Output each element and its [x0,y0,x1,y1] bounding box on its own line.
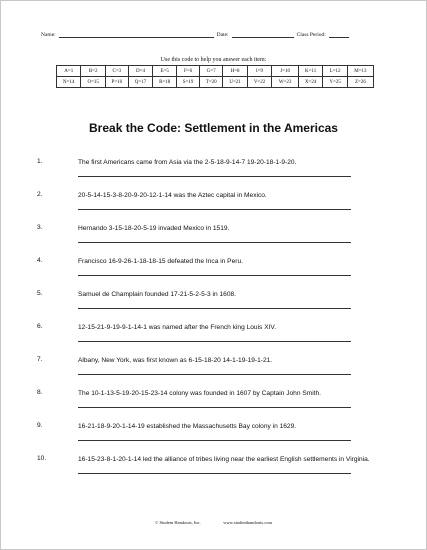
code-cell: T=20 [199,77,222,88]
question-text: 20-5-14-15-3-8-20-9-20-12-1-14 was the Aztec capital in Mexico. [78,192,267,199]
question-item [37,224,386,243]
question-item [37,356,386,375]
code-cell: I=9 [247,66,271,77]
code-cell: Z=26 [347,77,373,88]
code-cell: B=2 [81,66,105,77]
code-cell: O=15 [81,77,105,88]
class-period-label: Class Period: [296,32,326,38]
question-text: 16-21-18-9-20-1-14-19 established the Massachusetts Bay colony in 1629. [78,423,297,430]
student-info-header [41,31,386,38]
code-cell: G=7 [199,66,222,77]
question-text: 12-15-21-9-19-9-1-14-1 was named after the French king Louis XIV. [78,324,277,331]
question-item [37,422,386,441]
code-cell: F=6 [177,66,200,77]
code-cell: D=4 [128,66,152,77]
code-row [57,66,374,77]
question-item [37,323,386,342]
question-item [37,290,386,309]
answer-line[interactable] [78,176,351,177]
code-cell: C=3 [105,66,128,77]
question-text: 16-15-23-8-1-20-1-14 led the alliance of tribes living near the earliest English settlements in Virginia. [78,456,370,463]
question-list [37,158,386,488]
code-cell: W=23 [272,77,299,88]
code-cell: X=24 [298,77,322,88]
class-period-field[interactable] [329,31,349,38]
answer-line[interactable] [78,242,351,243]
question-number: 10. [37,455,47,462]
answer-line[interactable] [78,275,351,276]
date-label: Date: [216,32,229,38]
question-number: 6. [37,323,43,330]
question-text: The 10-1-13-5-19-20-15-23-14 colony was founded in 1607 by Captain John Smith. [78,390,322,397]
question-text: Francisco 16-9-26-1-18-18-15 defeated the Inca in Peru. [78,258,243,265]
code-cell: Q=17 [128,77,152,88]
question-number: 4. [37,257,43,264]
question-item [37,389,386,408]
question-text: Hernando 3-15-18-20-5-19 invaded Mexico in 1519. [78,225,230,232]
page-title: Break the Code: Settlement in the Americas [89,121,338,135]
code-cell: S=19 [177,77,200,88]
footer: © Student Handouts, Inc. www.studenthandouts.com [155,520,272,525]
question-text: Albany, New York, was first known as 6-15-18-20 14-1-19-19-1-21. [78,357,273,364]
code-cell: H=8 [223,66,247,77]
question-number: 5. [37,290,43,297]
question-item [37,158,386,177]
answer-line[interactable] [78,440,351,441]
code-cell: E=5 [153,66,177,77]
question-number: 1. [37,158,43,165]
code-row [57,77,374,88]
code-cell: A=1 [57,66,81,77]
name-label: Name: [41,32,56,38]
code-cell: R=18 [153,77,177,88]
question-number: 3. [37,224,43,231]
code-key-table [56,65,374,88]
answer-line[interactable] [78,473,351,474]
code-cell: Y=25 [323,77,347,88]
question-number: 9. [37,422,43,429]
question-item [37,191,386,210]
answer-line[interactable] [78,374,351,375]
instructions: Use this code to help you answer each item: [160,57,267,63]
code-cell: L=12 [323,66,347,77]
code-cell: V=22 [247,77,271,88]
question-number: 2. [37,191,43,198]
question-number: 8. [37,389,43,396]
code-cell: U=21 [223,77,247,88]
answer-line[interactable] [78,209,351,210]
question-text: Samuel de Champlain founded 17-21-5-2-5-3 in 1608. [78,291,236,298]
answer-line[interactable] [78,308,351,309]
code-cell: J=10 [272,66,299,77]
answer-line[interactable] [78,341,351,342]
code-cell: N=14 [57,77,81,88]
answer-line[interactable] [78,407,351,408]
question-number: 7. [37,356,43,363]
code-cell: M=13 [347,66,373,77]
code-cell: P=16 [105,77,128,88]
name-field[interactable] [59,31,214,38]
date-field[interactable] [232,31,294,38]
code-cell: K=11 [298,66,322,77]
question-text: The first Americans came from Asia via the 2-5-18-9-14-7 19-20-18-1-9-20. [78,159,297,166]
question-item [37,455,386,474]
question-item [37,257,386,276]
